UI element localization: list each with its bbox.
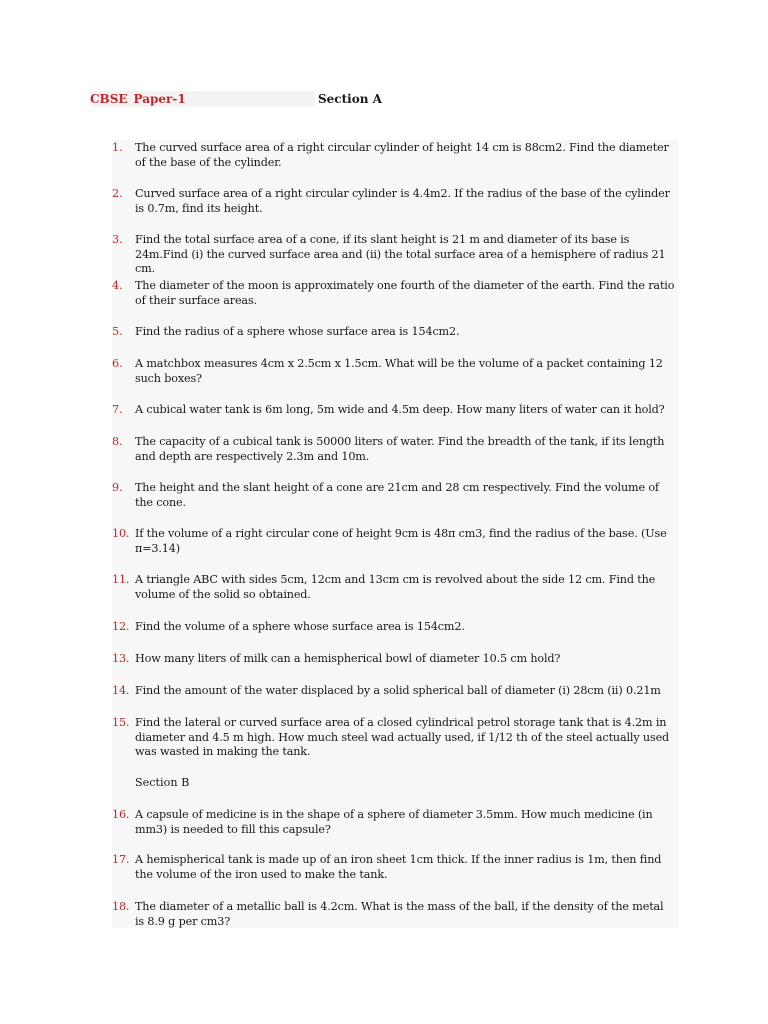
question-number: 3. [112, 233, 123, 246]
paper-header [90, 91, 690, 109]
question-number: 17. [112, 853, 130, 866]
question-text: The diameter of the moon is approximately one fourth of the diameter of the earth. Find the ratio of their surface areas. [135, 279, 675, 307]
question-text: A hemispherical tank is made up of an iron sheet 1cm thick. If the inner radius is 1m, then find the volume of the iron used to make the tank. [135, 853, 662, 881]
question-item [112, 684, 678, 699]
question-text: Find the amount of the water displaced by a solid spherical ball of diameter (i) 28cm (ii) 0.21m [135, 684, 661, 697]
question-number: 1. [112, 141, 123, 154]
question-number: 16. [112, 808, 130, 821]
question-text: The height and the slant height of a cone are 21cm and 28 cm respectively. Find the volume of the cone. [135, 481, 659, 509]
question-item [112, 573, 678, 602]
question-item [112, 403, 678, 418]
question-item [112, 620, 678, 635]
paper-title [90, 92, 186, 106]
question-number: 8. [112, 435, 123, 448]
question-number: 6. [112, 357, 123, 370]
question-text: Find the total surface area of a cone, if its slant height is 21 m and diameter of its base is 24m.Find (i) the curved surface area and (ii) the total surface area of a hemisphere of radius 21 cm. [135, 233, 666, 275]
question-number: 2. [112, 187, 123, 200]
question-text: A cubical water tank is 6m long, 5m wide and 4.5m deep. How many liters of water can it hold? [135, 403, 665, 416]
question-number: 11. [112, 573, 130, 586]
question-number: 9. [112, 481, 123, 494]
paper-number: Paper-1 [133, 92, 186, 106]
question-text: A matchbox measures 4cm x 2.5cm x 1.5cm. What will be the volume of a packet containing 12 such boxes? [135, 357, 663, 385]
question-item [112, 435, 678, 464]
question-item [112, 357, 678, 386]
question-number: 14. [112, 684, 130, 697]
question-item [112, 141, 678, 170]
question-item [112, 716, 678, 760]
question-text: Find the lateral or curved surface area of a closed cylindrical petrol storage tank that is 4.2m in diameter and 4.5 m high. How much steel wad actually used, if 1/12 th of the steel actually used was wasted in making the tank. [135, 716, 670, 758]
question-text: A capsule of medicine is in the shape of a sphere of diameter 3.5mm. How much medicine (in mm3) is needed to fill this capsule? [135, 808, 653, 836]
question-item [112, 279, 678, 308]
question-number: 5. [112, 325, 123, 338]
board-name: CBSE [90, 92, 128, 106]
question-text: A triangle ABC with sides 5cm, 12cm and 13cm cm is revolved about the side 12 cm. Find the volume of the solid so obtained. [135, 573, 656, 601]
question-text: If the volume of a right circular cone of height 9cm is 48π cm3, find the radius of the base. (Use π=3.14) [135, 527, 667, 555]
question-text: Find the radius of a sphere whose surface area is 154cm2. [135, 325, 460, 338]
question-number: 12. [112, 620, 130, 633]
question-text: The capacity of a cubical tank is 50000 liters of water. Find the breadth of the tank, if its length and depth are respectively 2.3m and 10m. [135, 435, 665, 463]
question-text: The diameter of a metallic ball is 4.2cm. What is the mass of the ball, if the density of the metal is 8.9 g per cm3? [135, 900, 664, 928]
question-text: How many liters of milk can a hemispherical bowl of diameter 10.5 cm hold? [135, 652, 561, 665]
section-b-heading: Section B [135, 776, 190, 789]
question-item [112, 527, 678, 556]
question-item [112, 652, 678, 667]
section-a-heading: Section A [318, 92, 382, 106]
question-item [112, 187, 678, 216]
question-number: 18. [112, 900, 130, 913]
question-text: Curved surface area of a right circular cylinder is 4.4m2. If the radius of the base of the cylinder is 0.7m, find its height. [135, 187, 670, 215]
question-number: 4. [112, 279, 123, 292]
question-number: 10. [112, 527, 130, 540]
question-item [112, 808, 678, 837]
question-text: Find the volume of a sphere whose surface area is 154cm2. [135, 620, 465, 633]
question-number: 7. [112, 403, 123, 416]
question-text: The curved surface area of a right circular cylinder of height 14 cm is 88cm2. Find the diameter of the base of the cylinder. [135, 141, 669, 169]
question-item [112, 325, 678, 340]
question-item [112, 233, 678, 277]
question-item [112, 481, 678, 510]
question-number: 15. [112, 716, 130, 729]
question-item [112, 853, 678, 882]
question-number: 13. [112, 652, 130, 665]
question-item [112, 900, 678, 929]
